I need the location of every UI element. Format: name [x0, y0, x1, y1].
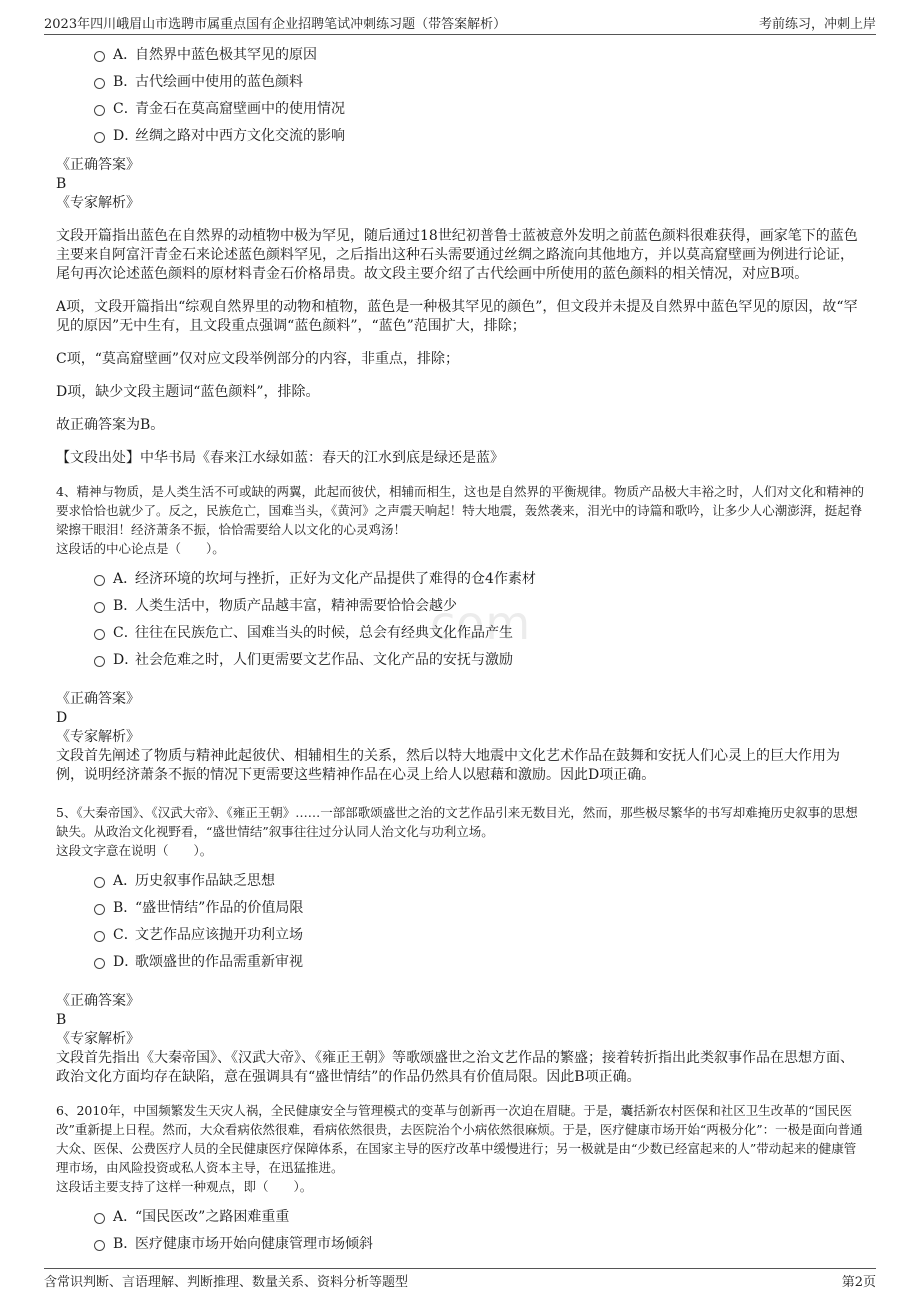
page-content [56, 40, 864, 1256]
q5-analysis: 文段首先指出《大秦帝国》、《汉武大帝》、《雍正王朝》等歌颂盛世之治文艺作品的繁盛；接着转折指出此类叙事作品在思想方面、政治文化方面均存在缺陷，意在强调具有“盛世情结”的作品仍然具有价值局限。因此B项正确。 [56, 1050, 854, 1085]
q5-question: 这段文字意在说明（ ）。 [56, 843, 213, 858]
q3-analysis-p2: A项，文段开篇指出“综观自然界里的动物和植物，蓝色是一种极其罕见的颜色”，但文段并未提及自然界中蓝色罕见的原因，故“罕见的原因”无中生有，且文段重点强调“蓝色颜料”，“蓝色”范围扩大，排除； [56, 299, 858, 334]
header-slogan: 考前练习，冲刺上岸 [758, 17, 876, 32]
radio-icon[interactable] [94, 958, 105, 969]
q5-analysis-label: 《专家解析》 [56, 1031, 140, 1047]
radio-icon[interactable] [94, 629, 105, 640]
q3-analysis-p4: D项，缺少文段主题词“蓝色颜料”，排除。 [56, 384, 320, 400]
page-footer [44, 1268, 876, 1291]
q3-option-a[interactable]: A． 自然界中蓝色极其罕见的原因 [94, 40, 864, 67]
q5-stem: 5、《大秦帝国》、《汉武大帝》、《雍正王朝》……一部部歌颂盛世之治的文艺作品引来无数目光，然而，那些极尽繁华的书写却难掩历史叙事的思想缺失。从政治文化视野看，“盛世情结”叙事往往过分认同人治文化与功利立场。 [56, 805, 858, 839]
q3-option-b[interactable]: B． 古代绘画中使用的蓝色颜料 [94, 67, 864, 94]
watermark: com [430, 596, 532, 650]
q4-option-c[interactable]: C． 往往在民族危亡、国难当头的时候，总会有经典文化作品产生 [94, 618, 864, 645]
q5-answer-label: 《正确答案》 [56, 993, 140, 1009]
q3-option-d[interactable]: D． 丝绸之路对中西方文化交流的影响 [94, 121, 864, 148]
radio-icon[interactable] [94, 1213, 105, 1224]
radio-icon[interactable] [94, 931, 105, 942]
radio-icon[interactable] [94, 132, 105, 143]
q5-option-d[interactable]: D． 歌颂盛世的作品需重新审视 [94, 947, 864, 974]
radio-icon[interactable] [94, 904, 105, 915]
q5-options [56, 866, 864, 974]
q4-answer: D [56, 710, 68, 726]
q3-analysis-p3: C项，“莫高窟壁画”仅对应文段举例部分的内容，非重点，排除； [56, 351, 460, 367]
q3-answer-label: 《正确答案》 [56, 157, 140, 173]
radio-icon[interactable] [94, 105, 105, 116]
q3-source: 【文段出处】中华书局《春来江水绿如蓝：春天的江水到底是绿还是蓝》 [56, 450, 504, 466]
q6-stem: 6、2010年，中国频繁发生天灾人祸，全民健康安全与管理模式的变革与创新再一次迫在眉睫。于是，囊括新农村医保和社区卫生改革的“国民医改”重新提上日程。然而，大众看病依然很难，看病依然很贵，去医院治个小病依然很麻烦。于是，医疗健康市场开始“两极分化”：一极是面向普通大众、医保、公费医疗人员的全民健康医疗保障体系，在国家主导的医疗改革中缓慢进行；另一极就是由“少数已经富起来的人”带动起来的健康管理市场，由风险投资或私人资本主导，在迅猛推进。 [56, 1103, 863, 1175]
q4-option-b[interactable]: B． 人类生活中，物质产品越丰富，精神需要恰恰会越少 [94, 591, 864, 618]
q6-option-a[interactable]: A． “国民医改”之路困难重重 [94, 1202, 864, 1229]
q6-options [56, 1202, 864, 1256]
q4-stem: 4、精神与物质，是人类生活不可或缺的两翼，此起而彼伏，相辅而相生，这也是自然界的平衡规律。物质产品极大丰裕之时，人们对文化和精神的要求恰恰也就少了。反之，民族危亡，国难当头，《黄河》之声震天响起！特大地震，轰然袭来，泪光中的诗篇和歌吟，让多少人心潮澎湃，挺起脊梁擦干眼泪！经济萧条不振，恰恰需要给人以文化的心灵鸡汤！ [56, 484, 864, 537]
radio-icon[interactable] [94, 51, 105, 62]
q5-option-b[interactable]: B． “盛世情结”作品的价值局限 [94, 893, 864, 920]
q3-analysis-label: 《专家解析》 [56, 195, 140, 211]
q4-answer-label: 《正确答案》 [56, 691, 140, 707]
page-header [44, 10, 876, 35]
q3-analysis-p5: 故正确答案为B。 [56, 417, 165, 433]
q4-options [56, 564, 864, 672]
q3-analysis-p1: 文段开篇指出蓝色在自然界的动植物中极为罕见，随后通过18世纪初普鲁士蓝被意外发明之前蓝色颜料很难获得，画家笔下的蓝色主要来自阿富汗青金石来论述蓝色颜料罕见，之后指出这种石头需要通过丝绸之路流向其他地方，并以莫高窟壁画为例进行论证，尾句再次论述蓝色颜料的原材料青金石价格昂贵。故文段主要介绍了古代绘画中所使用的蓝色颜料的相关情况，对应B项。 [56, 228, 858, 282]
radio-icon[interactable] [94, 78, 105, 89]
q3-options [56, 40, 864, 148]
radio-icon[interactable] [94, 602, 105, 613]
q5-option-c[interactable]: C． 文艺作品应该抛开功利立场 [94, 920, 864, 947]
q5-answer: B [56, 1012, 67, 1028]
header-title: 2023年四川峨眉山市选聘市属重点国有企业招聘笔试冲刺练习题（带答案解析） [44, 17, 507, 32]
radio-icon[interactable] [94, 877, 105, 888]
q4-analysis-label: 《专家解析》 [56, 729, 140, 745]
q4-analysis: 文段首先阐述了物质与精神此起彼伏、相辅相生的关系，然后以特大地震中文化艺术作品在鼓舞和安抚人们心灵上的巨大作用为例，说明经济萧条不振的情况下更需要这些精神作品在心灵上给人以慰藉和激励。因此D项正确。 [56, 748, 840, 783]
q5-option-a[interactable]: A． 历史叙事作品缺乏思想 [94, 866, 864, 893]
q4-option-d[interactable]: D． 社会危难之时，人们更需要文艺作品、文化产品的安抚与激励 [94, 645, 864, 672]
footer-text: 含常识判断、言语理解、判断推理、数量关系、资料分析等题型 [44, 1274, 409, 1290]
radio-icon[interactable] [94, 1240, 105, 1251]
radio-icon[interactable] [94, 656, 105, 667]
q4-option-a[interactable]: A． 经济环境的坎坷与挫折，正好为文化产品提供了难得的仓4作素材 [94, 564, 864, 591]
q6-option-b[interactable]: B． 医疗健康市场开始向健康管理市场倾斜 [94, 1229, 864, 1256]
q6-question: 这段话主要支持了这样一种观点，即（ ）。 [56, 1179, 313, 1194]
radio-icon[interactable] [94, 575, 105, 586]
q3-option-c[interactable]: C． 青金石在莫高窟壁画中的使用情况 [94, 94, 864, 121]
q4-question: 这段话的中心论点是（ ）。 [56, 541, 225, 556]
page-number: 第2页 [841, 1274, 876, 1290]
q3-answer: B [56, 176, 67, 192]
